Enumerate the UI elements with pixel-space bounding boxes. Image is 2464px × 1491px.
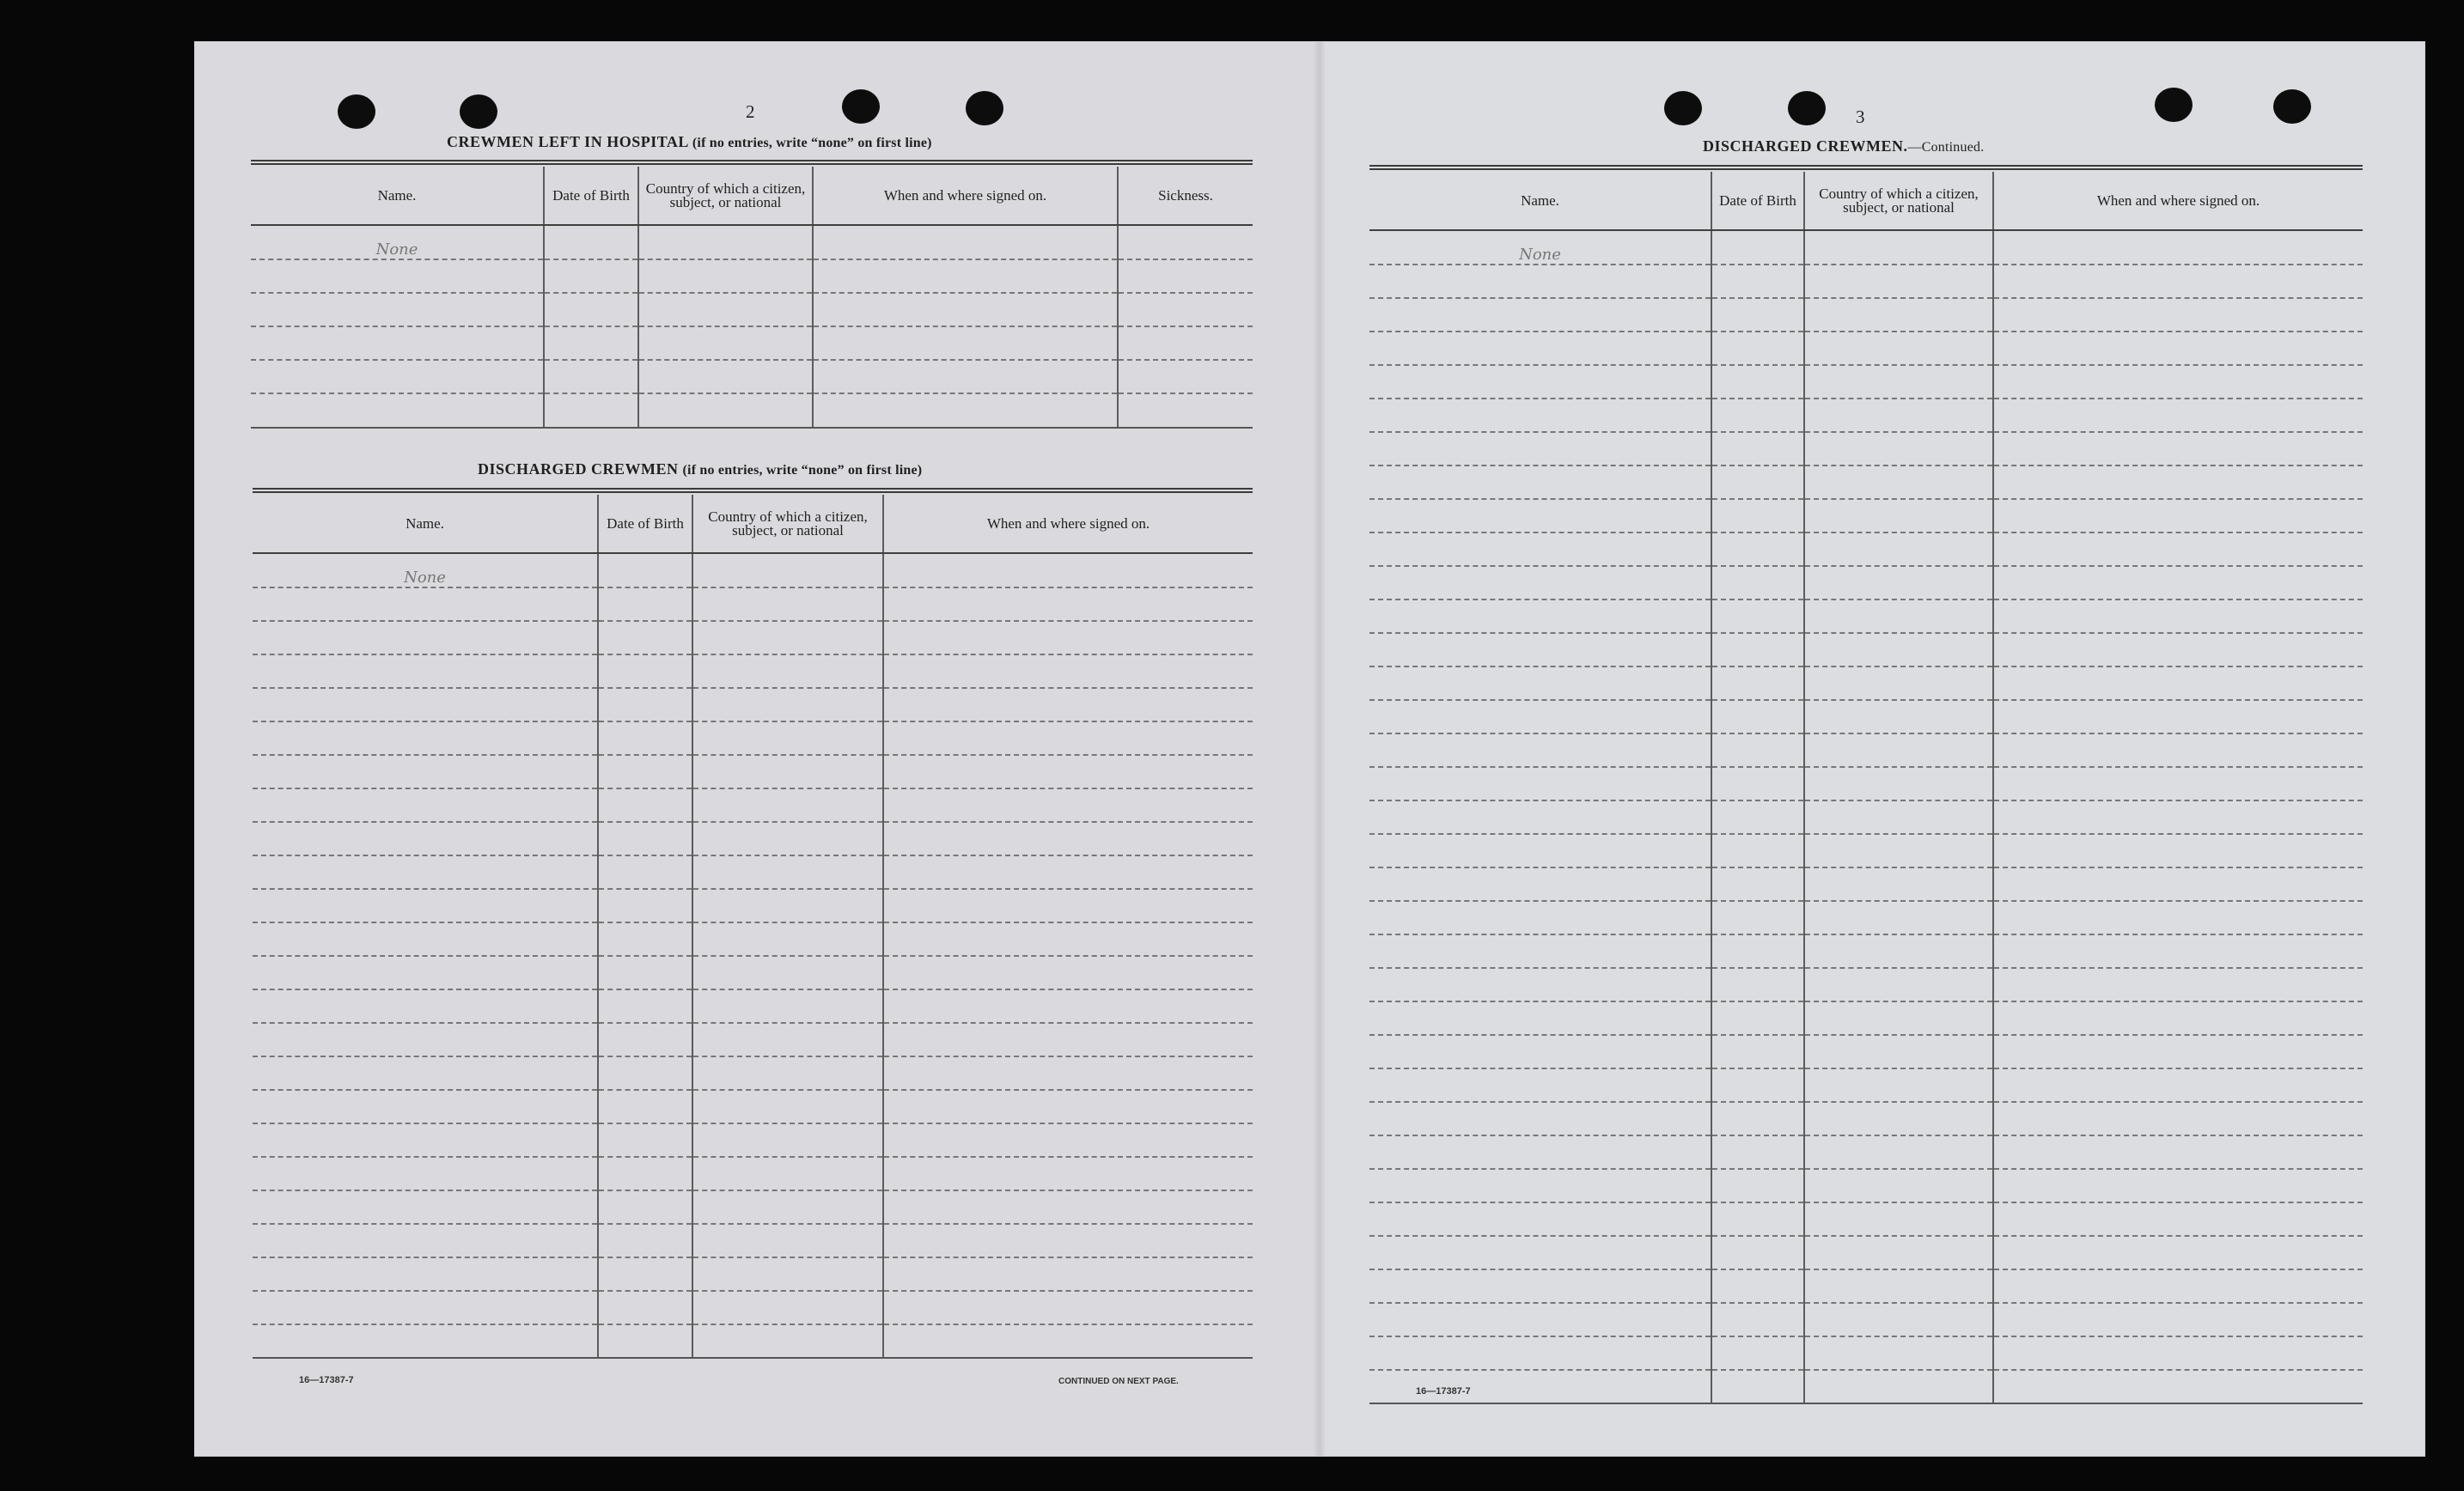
page-fold (1314, 41, 1325, 1457)
col-country: Country of which a citizen, subject, or national (638, 167, 813, 225)
col-country: Country of which a citizen, subject, or national (692, 495, 883, 553)
continued-top-rule (1369, 165, 2363, 170)
table-row (1369, 1336, 2363, 1370)
punch-hole (460, 94, 497, 129)
continued-note: CONTINUED ON NEXT PAGE. (1058, 1377, 1179, 1386)
form-number-right: 16—17387-7 (1416, 1386, 1471, 1397)
col-name: Name. (253, 495, 598, 553)
table-row (253, 788, 1253, 822)
table-row (1369, 934, 2363, 968)
table-row (253, 1291, 1253, 1324)
punch-hole (338, 94, 375, 129)
table-row (251, 293, 1253, 326)
table-row (1369, 1135, 2363, 1169)
table-row (251, 360, 1253, 393)
table-row (1369, 432, 2363, 466)
table-row (1369, 666, 2363, 700)
table-row (1369, 365, 2363, 399)
table-row (253, 1023, 1253, 1056)
table-row (251, 393, 1253, 428)
col-country: Country of which a citizen, subject, or national (1804, 172, 1993, 230)
table-row (1369, 633, 2363, 666)
table-row (1369, 499, 2363, 532)
table-row (253, 922, 1253, 956)
table-row (1369, 1303, 2363, 1336)
discharged-table-left (253, 495, 1253, 1359)
table-row (253, 587, 1253, 621)
discharged-continued-title (1703, 137, 1984, 155)
table-row (251, 326, 1253, 360)
table-row (1369, 700, 2363, 733)
discharged-table-right (1369, 172, 2363, 1404)
handwritten-entry: None (253, 553, 598, 587)
table-row (1369, 800, 2363, 834)
table-row (251, 259, 1253, 293)
table-row (1369, 230, 2363, 265)
table-row (253, 889, 1253, 922)
table-row (1369, 901, 2363, 934)
table-row (1369, 1001, 2363, 1035)
punch-hole (966, 91, 1003, 125)
continued-title-suffix: —Continued. (1907, 140, 1985, 155)
table-row (1369, 1035, 2363, 1068)
table-row (1369, 265, 2363, 298)
col-name: Name. (1369, 172, 1711, 230)
table-row (1369, 867, 2363, 901)
table-row (253, 989, 1253, 1023)
hospital-title-text: CREWMEN LEFT IN HOSPITAL (447, 133, 688, 150)
col-date-of-birth: Date of Birth (544, 167, 638, 225)
discharged-rows-right (1369, 230, 2363, 1403)
punch-hole (2155, 88, 2193, 122)
table-row (1369, 566, 2363, 599)
table-row (1369, 599, 2363, 633)
discharged-title-text: DISCHARGED CREWMEN (478, 460, 679, 478)
table-row (1369, 733, 2363, 767)
discharged-section-title (478, 460, 922, 478)
table-row (253, 654, 1253, 688)
table-row (1369, 1202, 2363, 1236)
hospital-top-rule (251, 160, 1253, 165)
table-row (251, 225, 1253, 259)
handwritten-entry: None (1369, 230, 1711, 265)
table-row (253, 956, 1253, 989)
punch-hole (2273, 89, 2311, 124)
page-number-left: 2 (746, 101, 755, 122)
table-row (253, 855, 1253, 889)
col-sickness: Sickness. (1118, 167, 1253, 225)
table-row (253, 1324, 1253, 1358)
table-row (253, 1257, 1253, 1291)
continued-title-text: DISCHARGED CREWMEN. (1703, 137, 1908, 155)
table-row (1369, 298, 2363, 332)
table-row (1369, 1068, 2363, 1102)
table-row (253, 822, 1253, 855)
col-signed-on: When and where signed on. (813, 167, 1118, 225)
table-row (1369, 1236, 2363, 1269)
discharged-top-rule (253, 488, 1253, 493)
table-row (253, 688, 1253, 721)
table-row (1369, 834, 2363, 867)
table-row (253, 1123, 1253, 1157)
table-row (1369, 532, 2363, 566)
hospital-section-title (447, 133, 932, 151)
table-row (1369, 968, 2363, 1001)
table-row (253, 1190, 1253, 1224)
table-row (1369, 1169, 2363, 1202)
handwritten-entry: None (251, 225, 544, 259)
col-signed-on: When and where signed on. (1993, 172, 2363, 230)
table-row (1369, 767, 2363, 800)
table-row (1369, 399, 2363, 432)
col-date-of-birth: Date of Birth (598, 495, 692, 553)
punch-hole (1664, 91, 1702, 125)
table-row (1369, 1269, 2363, 1303)
discharged-rows-left (253, 553, 1253, 1358)
col-date-of-birth: Date of Birth (1711, 172, 1804, 230)
table-row (253, 553, 1253, 587)
col-signed-on: When and where signed on. (883, 495, 1253, 553)
punch-hole (1788, 91, 1826, 125)
table-row (253, 621, 1253, 654)
punch-hole (842, 89, 880, 124)
col-name: Name. (251, 167, 544, 225)
table-row (253, 1224, 1253, 1257)
table-row (1369, 466, 2363, 499)
table-row (253, 721, 1253, 755)
hospital-table (251, 167, 1253, 429)
hospital-rows (251, 225, 1253, 428)
page-number-right: 3 (1856, 106, 1865, 127)
table-row (253, 1056, 1253, 1090)
table-row (1369, 332, 2363, 365)
hospital-title-note: (if no entries, write “none” on first line) (692, 136, 932, 150)
table-row (253, 1157, 1253, 1190)
table-row (1369, 1370, 2363, 1403)
table-row (1369, 1102, 2363, 1135)
table-row (253, 755, 1253, 788)
form-number-left: 16—17387-7 (299, 1375, 354, 1385)
discharged-title-note: (if no entries, write “none” on first line) (682, 463, 923, 478)
table-row (253, 1090, 1253, 1123)
